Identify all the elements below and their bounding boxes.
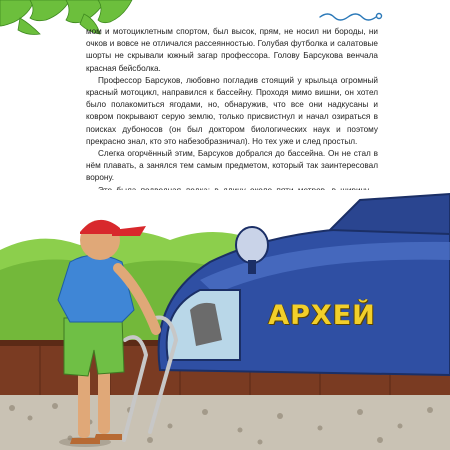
paragraph-3: Слегка огорчённый этим, Барсуков добрался до бассейна. Он не стал в нём плавать, а занялся тем самым предметом, который так заинтересовал ворону. xyxy=(86,149,378,183)
story-text xyxy=(86,26,378,209)
paragraph-2: Профессор Барсуков, любовно погладив стоящий у крыльца огромный красный мотоцикл, направился к бассейну. Проходя мимо вишни, он хотел было полакомиться ягодами, но, обнаружив, что все они надкусаны и ковром покрывают серую землю, только присвистнул и начал озираться в поисках дубоносов (он был доктором биологических наук и поэтому прекрасно знал, кто это набезобразничал). Но тех уже и след простыл. xyxy=(86,75,378,146)
paragraph-1: мом и мотоциклетным спортом, был высок, прям, не носил ни бороды, ни очков и вовсе не отличался рассеянностью. Голубая футболка и салатовые шорты не скрывали южный загар профессора. Голову Барсукова венчала красная бейсболка. xyxy=(86,27,378,73)
ornament-icon xyxy=(318,9,384,23)
submarine-name-label: АРХЕЙ xyxy=(268,300,376,331)
